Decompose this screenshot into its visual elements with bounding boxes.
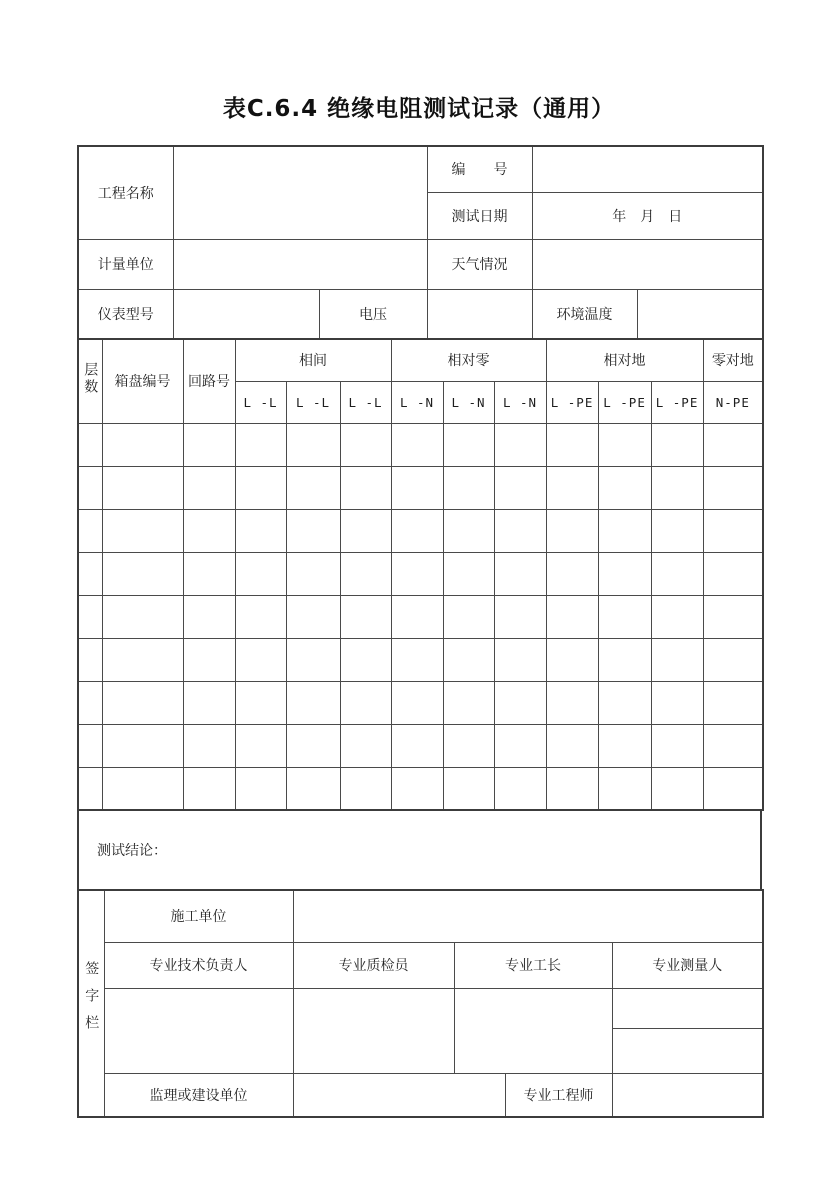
instrument-label: 仪表型号 [78, 289, 173, 339]
weather-label: 天气情况 [427, 239, 532, 289]
data-cell [286, 509, 340, 552]
table-row [78, 423, 763, 466]
table-row [78, 767, 763, 810]
data-cell [494, 767, 546, 810]
data-cell [78, 509, 102, 552]
data-cell [340, 724, 391, 767]
data-cell [651, 595, 703, 638]
data-cell [102, 509, 183, 552]
engineer-label: 专业工程师 [505, 1073, 612, 1117]
data-cell [183, 595, 235, 638]
data-cell [443, 552, 494, 595]
construction-unit-label: 施工单位 [104, 890, 293, 942]
data-cell [546, 767, 598, 810]
data-cell [340, 638, 391, 681]
data-cell [286, 466, 340, 509]
data-cell [546, 638, 598, 681]
signature-column-label: 签字栏 [83, 961, 100, 1042]
floor-header [78, 339, 102, 423]
data-cell [651, 681, 703, 724]
phase-phase-header: 相间 [235, 339, 391, 381]
project-name-value [173, 146, 427, 239]
data-cell [102, 638, 183, 681]
data-cell [78, 595, 102, 638]
data-cell [598, 509, 651, 552]
data-cell [340, 552, 391, 595]
sub-label-cell: L -PE [546, 381, 598, 423]
table-row [78, 1073, 763, 1117]
data-cell [286, 724, 340, 767]
info-section [77, 145, 764, 340]
data-cell [183, 423, 235, 466]
floor-header-label: 层数 [82, 362, 99, 397]
neutral-ground-header: 零对地 [703, 339, 763, 381]
data-cell [494, 681, 546, 724]
data-cell [102, 552, 183, 595]
data-cell [443, 638, 494, 681]
data-cell [235, 509, 286, 552]
data-cell [102, 595, 183, 638]
data-cell [391, 767, 443, 810]
data-cell [651, 552, 703, 595]
data-cell [235, 595, 286, 638]
data-cell [78, 552, 102, 595]
data-cell [102, 423, 183, 466]
data-cell [546, 423, 598, 466]
ambient-temp-value [637, 289, 763, 339]
test-date-label: 测试日期 [427, 192, 532, 239]
data-cell [598, 466, 651, 509]
data-cell [443, 681, 494, 724]
foreman-signature [454, 988, 612, 1073]
circuit-header: 回路号 [183, 339, 235, 423]
data-cell [443, 595, 494, 638]
table-row [78, 595, 763, 638]
weather-value [532, 239, 763, 289]
surveyor-signature-lower [612, 1028, 763, 1073]
sub-label-cell: L -PE [651, 381, 703, 423]
grid-header-row [78, 339, 763, 381]
data-cell [598, 552, 651, 595]
data-cell [391, 466, 443, 509]
data-cell [183, 509, 235, 552]
data-cell [703, 595, 763, 638]
data-cell [78, 681, 102, 724]
engineer-value [612, 1073, 763, 1117]
table-row [78, 466, 763, 509]
data-cell [340, 681, 391, 724]
sub-label-cell: L -L [340, 381, 391, 423]
data-cell [391, 681, 443, 724]
test-date-value: 年 月 日 [532, 192, 763, 239]
measurement-grid [77, 338, 764, 811]
sub-label-cell: L -PE [598, 381, 651, 423]
sub-label-cell: L -L [286, 381, 340, 423]
form-table [77, 145, 764, 1118]
table-row [78, 289, 763, 339]
data-cell [494, 552, 546, 595]
phase-neutral-header: 相对零 [391, 339, 546, 381]
data-cell [340, 595, 391, 638]
data-cell [286, 681, 340, 724]
table-row [78, 890, 763, 942]
data-cell [183, 767, 235, 810]
data-cell [235, 466, 286, 509]
data-cell [546, 681, 598, 724]
data-cell [286, 767, 340, 810]
sub-label-cell: N-PE [703, 381, 763, 423]
sub-label-cell: L -N [443, 381, 494, 423]
data-cell [443, 423, 494, 466]
data-cell [703, 681, 763, 724]
data-cell [102, 767, 183, 810]
data-cell [391, 423, 443, 466]
data-cell [235, 552, 286, 595]
data-cell [546, 466, 598, 509]
data-cell [703, 466, 763, 509]
data-cell [102, 681, 183, 724]
data-cell [340, 423, 391, 466]
instrument-value [173, 289, 319, 339]
data-cell [286, 595, 340, 638]
phase-ground-header: 相对地 [546, 339, 703, 381]
sub-label-cell: L -N [391, 381, 443, 423]
data-cell [78, 423, 102, 466]
table-row [78, 988, 763, 1028]
data-cell [391, 509, 443, 552]
data-cell [391, 552, 443, 595]
data-cell [78, 638, 102, 681]
ambient-temp-label: 环境温度 [532, 289, 637, 339]
tech-leader-label: 专业技术负责人 [104, 942, 293, 988]
data-cell [703, 767, 763, 810]
data-cell [703, 552, 763, 595]
signature-column-header [78, 890, 104, 1117]
data-cell [598, 681, 651, 724]
page-title: 表C.6.4 绝缘电阻测试记录（通用） [222, 96, 616, 122]
data-cell [286, 638, 340, 681]
sub-label-cell: L -N [494, 381, 546, 423]
surveyor-label: 专业测量人 [612, 942, 763, 988]
data-cell [235, 638, 286, 681]
number-label: 编 号 [427, 146, 532, 192]
data-cell [183, 724, 235, 767]
data-cell [340, 509, 391, 552]
data-cell [598, 423, 651, 466]
unit-label: 计量单位 [78, 239, 173, 289]
data-cell [183, 638, 235, 681]
data-cell [183, 552, 235, 595]
data-cell [183, 466, 235, 509]
surveyor-signature-upper [612, 988, 763, 1028]
data-cell [651, 509, 703, 552]
tech-leader-signature [104, 988, 293, 1073]
data-cell [443, 466, 494, 509]
data-cell [235, 423, 286, 466]
data-cell [443, 509, 494, 552]
construction-unit-value [293, 890, 763, 942]
voltage-label: 电压 [319, 289, 427, 339]
data-cell [340, 466, 391, 509]
data-cell [340, 767, 391, 810]
number-value [532, 146, 763, 192]
data-cell [651, 466, 703, 509]
data-cell [598, 595, 651, 638]
data-cell [651, 724, 703, 767]
table-row [78, 942, 763, 988]
data-cell [546, 552, 598, 595]
data-cell [391, 638, 443, 681]
foreman-label: 专业工长 [454, 942, 612, 988]
data-cell [286, 423, 340, 466]
sub-label-cell: L -L [235, 381, 286, 423]
data-cell [546, 724, 598, 767]
conclusion-label: 测试结论： [78, 810, 761, 890]
data-cell [546, 509, 598, 552]
table-row [78, 552, 763, 595]
data-cell [703, 423, 763, 466]
data-cell [598, 767, 651, 810]
data-cell [598, 724, 651, 767]
data-cell [78, 466, 102, 509]
data-cell [703, 724, 763, 767]
data-cell [235, 681, 286, 724]
data-cell [102, 724, 183, 767]
unit-value [173, 239, 427, 289]
voltage-value [427, 289, 532, 339]
table-row [78, 638, 763, 681]
quality-inspector-label: 专业质检员 [293, 942, 454, 988]
data-cell [651, 423, 703, 466]
data-cell [391, 724, 443, 767]
data-cell [443, 767, 494, 810]
table-row [78, 509, 763, 552]
data-cell [598, 638, 651, 681]
table-row [78, 724, 763, 767]
data-cell [546, 595, 598, 638]
data-cell [703, 638, 763, 681]
supervision-unit-value [293, 1073, 505, 1117]
table-row [78, 810, 761, 890]
supervision-unit-label: 监理或建设单位 [104, 1073, 293, 1117]
data-cell [183, 681, 235, 724]
data-cell [703, 509, 763, 552]
project-name-label: 工程名称 [78, 146, 173, 239]
table-row [78, 239, 763, 289]
data-cell [494, 638, 546, 681]
data-cell [494, 595, 546, 638]
table-row [78, 146, 763, 192]
quality-inspector-signature [293, 988, 454, 1073]
data-cell [494, 724, 546, 767]
data-cell [286, 552, 340, 595]
signature-section [77, 889, 764, 1118]
data-cell [494, 466, 546, 509]
data-cell [494, 509, 546, 552]
data-cell [102, 466, 183, 509]
data-cell [651, 767, 703, 810]
box-number-header: 箱盘编号 [102, 339, 183, 423]
conclusion-section [77, 809, 762, 891]
data-cell [78, 767, 102, 810]
data-cell [391, 595, 443, 638]
table-row [78, 681, 763, 724]
data-cell [235, 767, 286, 810]
data-cell [443, 724, 494, 767]
data-cell [651, 638, 703, 681]
data-cell [78, 724, 102, 767]
data-cell [494, 423, 546, 466]
data-cell [235, 724, 286, 767]
